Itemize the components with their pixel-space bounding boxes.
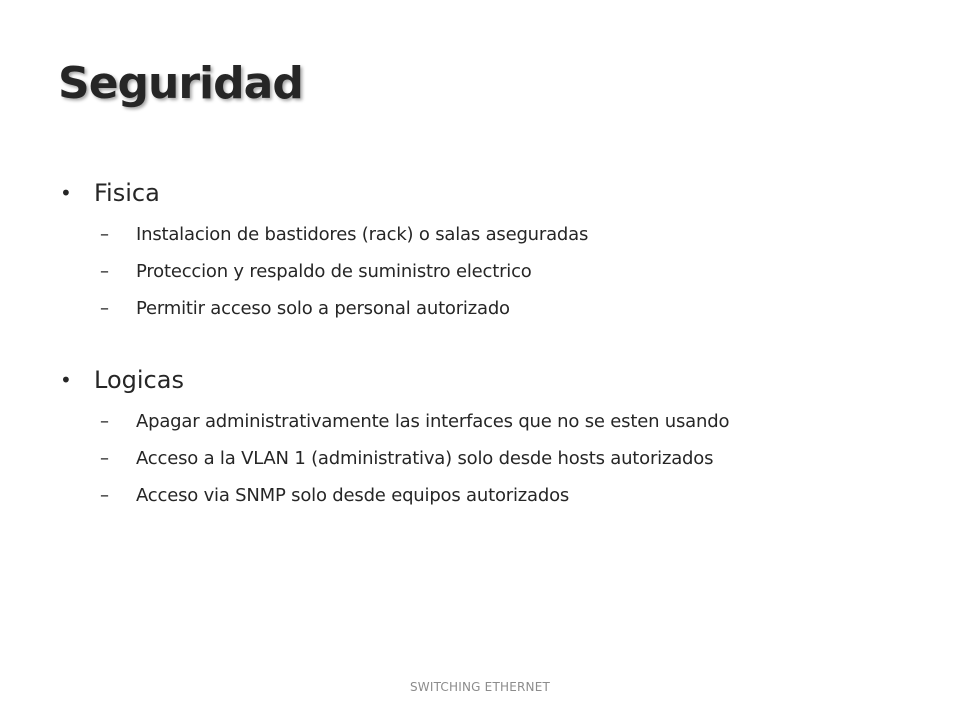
sub-bullet-text: Permitir acceso solo a personal autorizado: [136, 298, 510, 319]
section-fisica: [58, 176, 918, 327]
sub-bullet-item: [58, 253, 918, 290]
sub-bullet-text: Acceso a la VLAN 1 (administrativa) solo desde hosts autorizados: [136, 448, 714, 469]
slide-title: Seguridad: [58, 58, 303, 109]
dash-icon: –: [100, 448, 109, 469]
sub-bullet-item: [58, 477, 918, 514]
bullet-item: [58, 363, 918, 397]
sub-bullet-item: [58, 440, 918, 477]
bullet-item: [58, 176, 918, 210]
bullet-icon: •: [60, 181, 72, 205]
sub-bullet-list: [58, 216, 918, 327]
bullet-heading: Fisica: [94, 179, 160, 207]
slide-content: [58, 176, 918, 514]
sub-bullet-text: Acceso via SNMP solo desde equipos autorizados: [136, 485, 570, 506]
dash-icon: –: [100, 411, 109, 432]
slide-footer: SWITCHING ETHERNET: [409, 680, 551, 694]
sub-bullet-text: Instalacion de bastidores (rack) o salas aseguradas: [136, 224, 589, 245]
sub-bullet-list: [58, 403, 918, 514]
section-logicas: [58, 363, 918, 514]
dash-icon: –: [100, 298, 109, 319]
bullet-icon: •: [60, 368, 72, 392]
sub-bullet-text: Apagar administrativamente las interfaces que no se esten usando: [136, 411, 730, 432]
dash-icon: –: [100, 485, 109, 506]
sub-bullet-item: [58, 403, 918, 440]
sub-bullet-text: Proteccion y respaldo de suministro electrico: [136, 261, 532, 282]
sub-bullet-item: [58, 290, 918, 327]
dash-icon: –: [100, 261, 109, 282]
sub-bullet-item: [58, 216, 918, 253]
bullet-heading: Logicas: [94, 366, 184, 394]
dash-icon: –: [100, 224, 109, 245]
